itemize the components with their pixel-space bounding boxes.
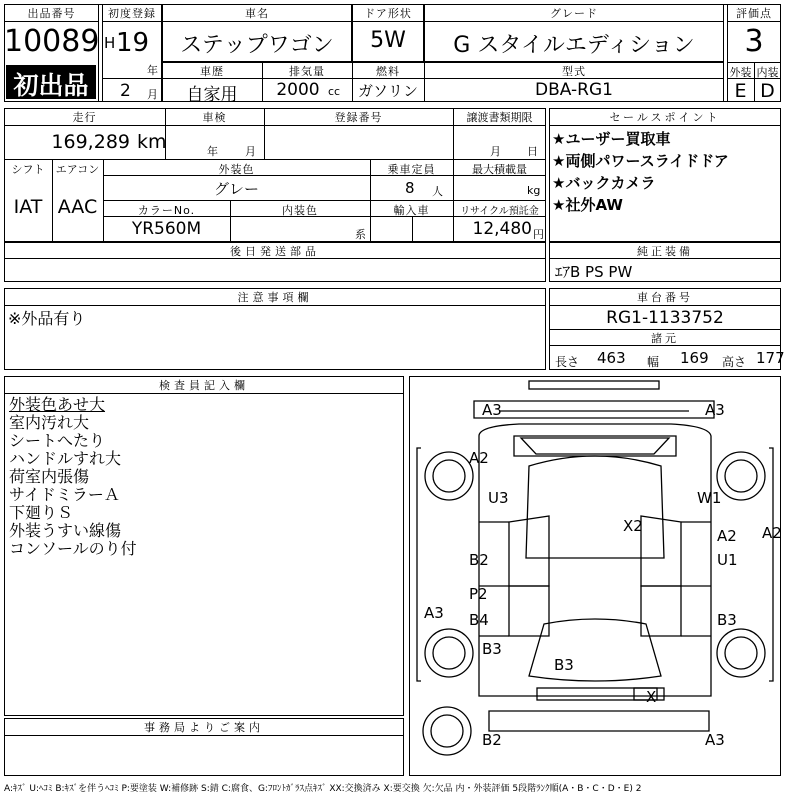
- width-label: 幅: [647, 355, 660, 369]
- model-label: 型式: [562, 65, 586, 78]
- displacement-unit: cc: [328, 85, 341, 98]
- inspector-note: 荷室内張傷: [9, 467, 90, 486]
- caution-title: 注意事項欄: [237, 291, 313, 304]
- max-load-label: 最大積載量: [472, 163, 527, 176]
- mileage-unit: km: [137, 131, 167, 153]
- dims-title: 諸元: [651, 332, 679, 345]
- damage-code: B2: [482, 731, 502, 749]
- first-reg-month: 2: [120, 81, 131, 101]
- lot-label: 出品番号: [27, 7, 76, 20]
- legend: A:ｷｽﾞ U:ﾍｺﾐ B:ｷｽﾞを伴うﾍｺﾐ P:要塗装 W:補修跡 S:錆 C:腐食、G:ﾌﾛﾝﾄｶﾞﾗｽ点ｷｽﾞ XX:交換済み X:要交換 欠:欠品 内・外装評価 5段階ﾗﾝｸ順(A・B・C・D・E) 2: [4, 784, 642, 794]
- history-label: 車歴: [200, 65, 224, 78]
- length-label: 長さ: [555, 355, 580, 369]
- damage-code: A3: [482, 401, 502, 419]
- first-reg-label: 初度登録: [108, 7, 156, 20]
- aircon-label: エアコン: [55, 163, 100, 176]
- car-name: ステップワゴン: [180, 33, 334, 58]
- transfer-label: 譲渡書類期限: [466, 111, 533, 124]
- plate-label: 登録番号: [334, 111, 383, 124]
- era: H: [104, 34, 116, 52]
- chassis-title: 車台番号: [637, 291, 693, 304]
- damage-code: P2: [469, 585, 488, 603]
- length: 463: [597, 349, 626, 367]
- caution-text: ※外品有り: [8, 309, 86, 328]
- width: 169: [680, 349, 709, 367]
- damage-code: X: [646, 688, 657, 706]
- chassis-number: RG1-1133752: [606, 308, 724, 328]
- sales-point: ★ユーザー買取車: [552, 130, 671, 148]
- damage-code: U1: [717, 551, 738, 569]
- capacity: 8: [405, 179, 415, 197]
- damage-code: A3: [705, 731, 725, 749]
- interior-grade: D: [760, 80, 775, 102]
- aircon: AAC: [57, 196, 98, 218]
- mileage: 169,289: [51, 131, 130, 153]
- damage-code: B3: [554, 656, 574, 674]
- damage-code: B3: [717, 611, 737, 629]
- inspector-note: 外装うすい線傷: [9, 521, 122, 540]
- month-unit: 月: [147, 88, 158, 101]
- damage-code: A2: [469, 449, 489, 467]
- equipment-title: 純正装備: [637, 245, 693, 258]
- damage-code: W1: [697, 489, 722, 507]
- inspector-note: サイドミラーＡ: [9, 485, 120, 504]
- fuel-label: 燃料: [376, 65, 400, 78]
- car-name-label: 車名: [245, 7, 269, 20]
- sales-point: ★バックカメラ: [552, 174, 656, 192]
- exterior-label: 外装: [729, 66, 752, 79]
- recycle-fee: 12,480: [472, 219, 532, 239]
- grade: G スタイルエディション: [453, 33, 695, 58]
- inspection-label: 車検: [202, 111, 227, 124]
- insp-year-unit: 年: [207, 145, 218, 158]
- displacement: 2000: [276, 80, 320, 100]
- import-label: 輸入車: [393, 204, 430, 217]
- lot-number: 10089: [4, 24, 100, 59]
- shift-label: シフト: [11, 163, 45, 176]
- damage-code: B4: [469, 611, 489, 629]
- sales-point: ★両側パワースライドドア: [552, 152, 729, 170]
- score-label: 評価点: [736, 7, 772, 20]
- recycle-unit: 円: [533, 228, 544, 241]
- damage-code: B2: [469, 551, 489, 569]
- year-unit: 年: [147, 64, 158, 77]
- displacement-label: 排気量: [289, 65, 325, 78]
- model: DBA-RG1: [535, 80, 613, 100]
- first-reg-year: 19: [116, 28, 150, 58]
- ext-color: グレー: [213, 180, 259, 198]
- damage-code: U3: [488, 489, 509, 507]
- sales-point: ★社外AW: [552, 196, 623, 214]
- inspector-note: 外装色あせ大: [9, 395, 106, 414]
- fuel: ガソリン: [357, 82, 418, 100]
- transfer-day: 日: [527, 145, 538, 158]
- inspector-title: 検査員記入欄: [159, 379, 249, 392]
- max-load-unit: kg: [527, 184, 541, 197]
- mileage-label: 走行: [72, 111, 97, 124]
- int-color-suffix: 系: [355, 228, 366, 241]
- inspector-note: 下廻りＳ: [9, 503, 74, 522]
- shift: IAT: [13, 196, 43, 218]
- first-listing-text: 初出品: [13, 71, 89, 100]
- inspector-note: シートへたり: [9, 431, 106, 450]
- car-diagram-svg: [409, 376, 781, 776]
- inspector-note: コンソールのり付: [9, 539, 137, 558]
- capacity-unit: 人: [432, 185, 443, 198]
- score: 3: [744, 24, 764, 59]
- height: 177: [756, 349, 785, 367]
- insp-month-unit: 月: [245, 145, 256, 158]
- damage-code: A3: [705, 401, 725, 419]
- inspector-note: 室内汚れ大: [9, 413, 90, 432]
- history: 自家用: [186, 85, 238, 105]
- color-no-label: カラーNo.: [137, 204, 196, 217]
- int-color-label: 内装色: [282, 204, 318, 217]
- inspector-note: ハンドルすれ大: [9, 449, 122, 468]
- equipment-value: ｴｱB PS PW: [555, 263, 633, 281]
- door-type: 5W: [370, 28, 406, 53]
- height-label: 高さ: [722, 355, 747, 369]
- door-label: ドア形状: [364, 7, 412, 20]
- damage-code: B3: [482, 640, 502, 658]
- grade-label: グレード: [550, 7, 598, 20]
- damage-code: A2: [762, 524, 782, 542]
- transfer-month: 月: [490, 145, 501, 158]
- interior-label: 内装: [756, 66, 779, 79]
- office-title: 事務局よりご案内: [144, 721, 264, 734]
- later-parts-label: 後日発送部品: [230, 245, 320, 258]
- capacity-label: 乗車定員: [387, 163, 436, 176]
- sales-title: セールスポイント: [609, 111, 721, 124]
- damage-code: A3: [424, 604, 444, 622]
- damage-code: X2: [623, 517, 643, 535]
- damage-code: A2: [717, 527, 737, 545]
- color-no: YR560M: [131, 219, 202, 239]
- ext-color-label: 外装色: [218, 163, 255, 176]
- exterior-grade: E: [734, 80, 747, 102]
- recycle-label: リサイクル預託金: [460, 206, 539, 217]
